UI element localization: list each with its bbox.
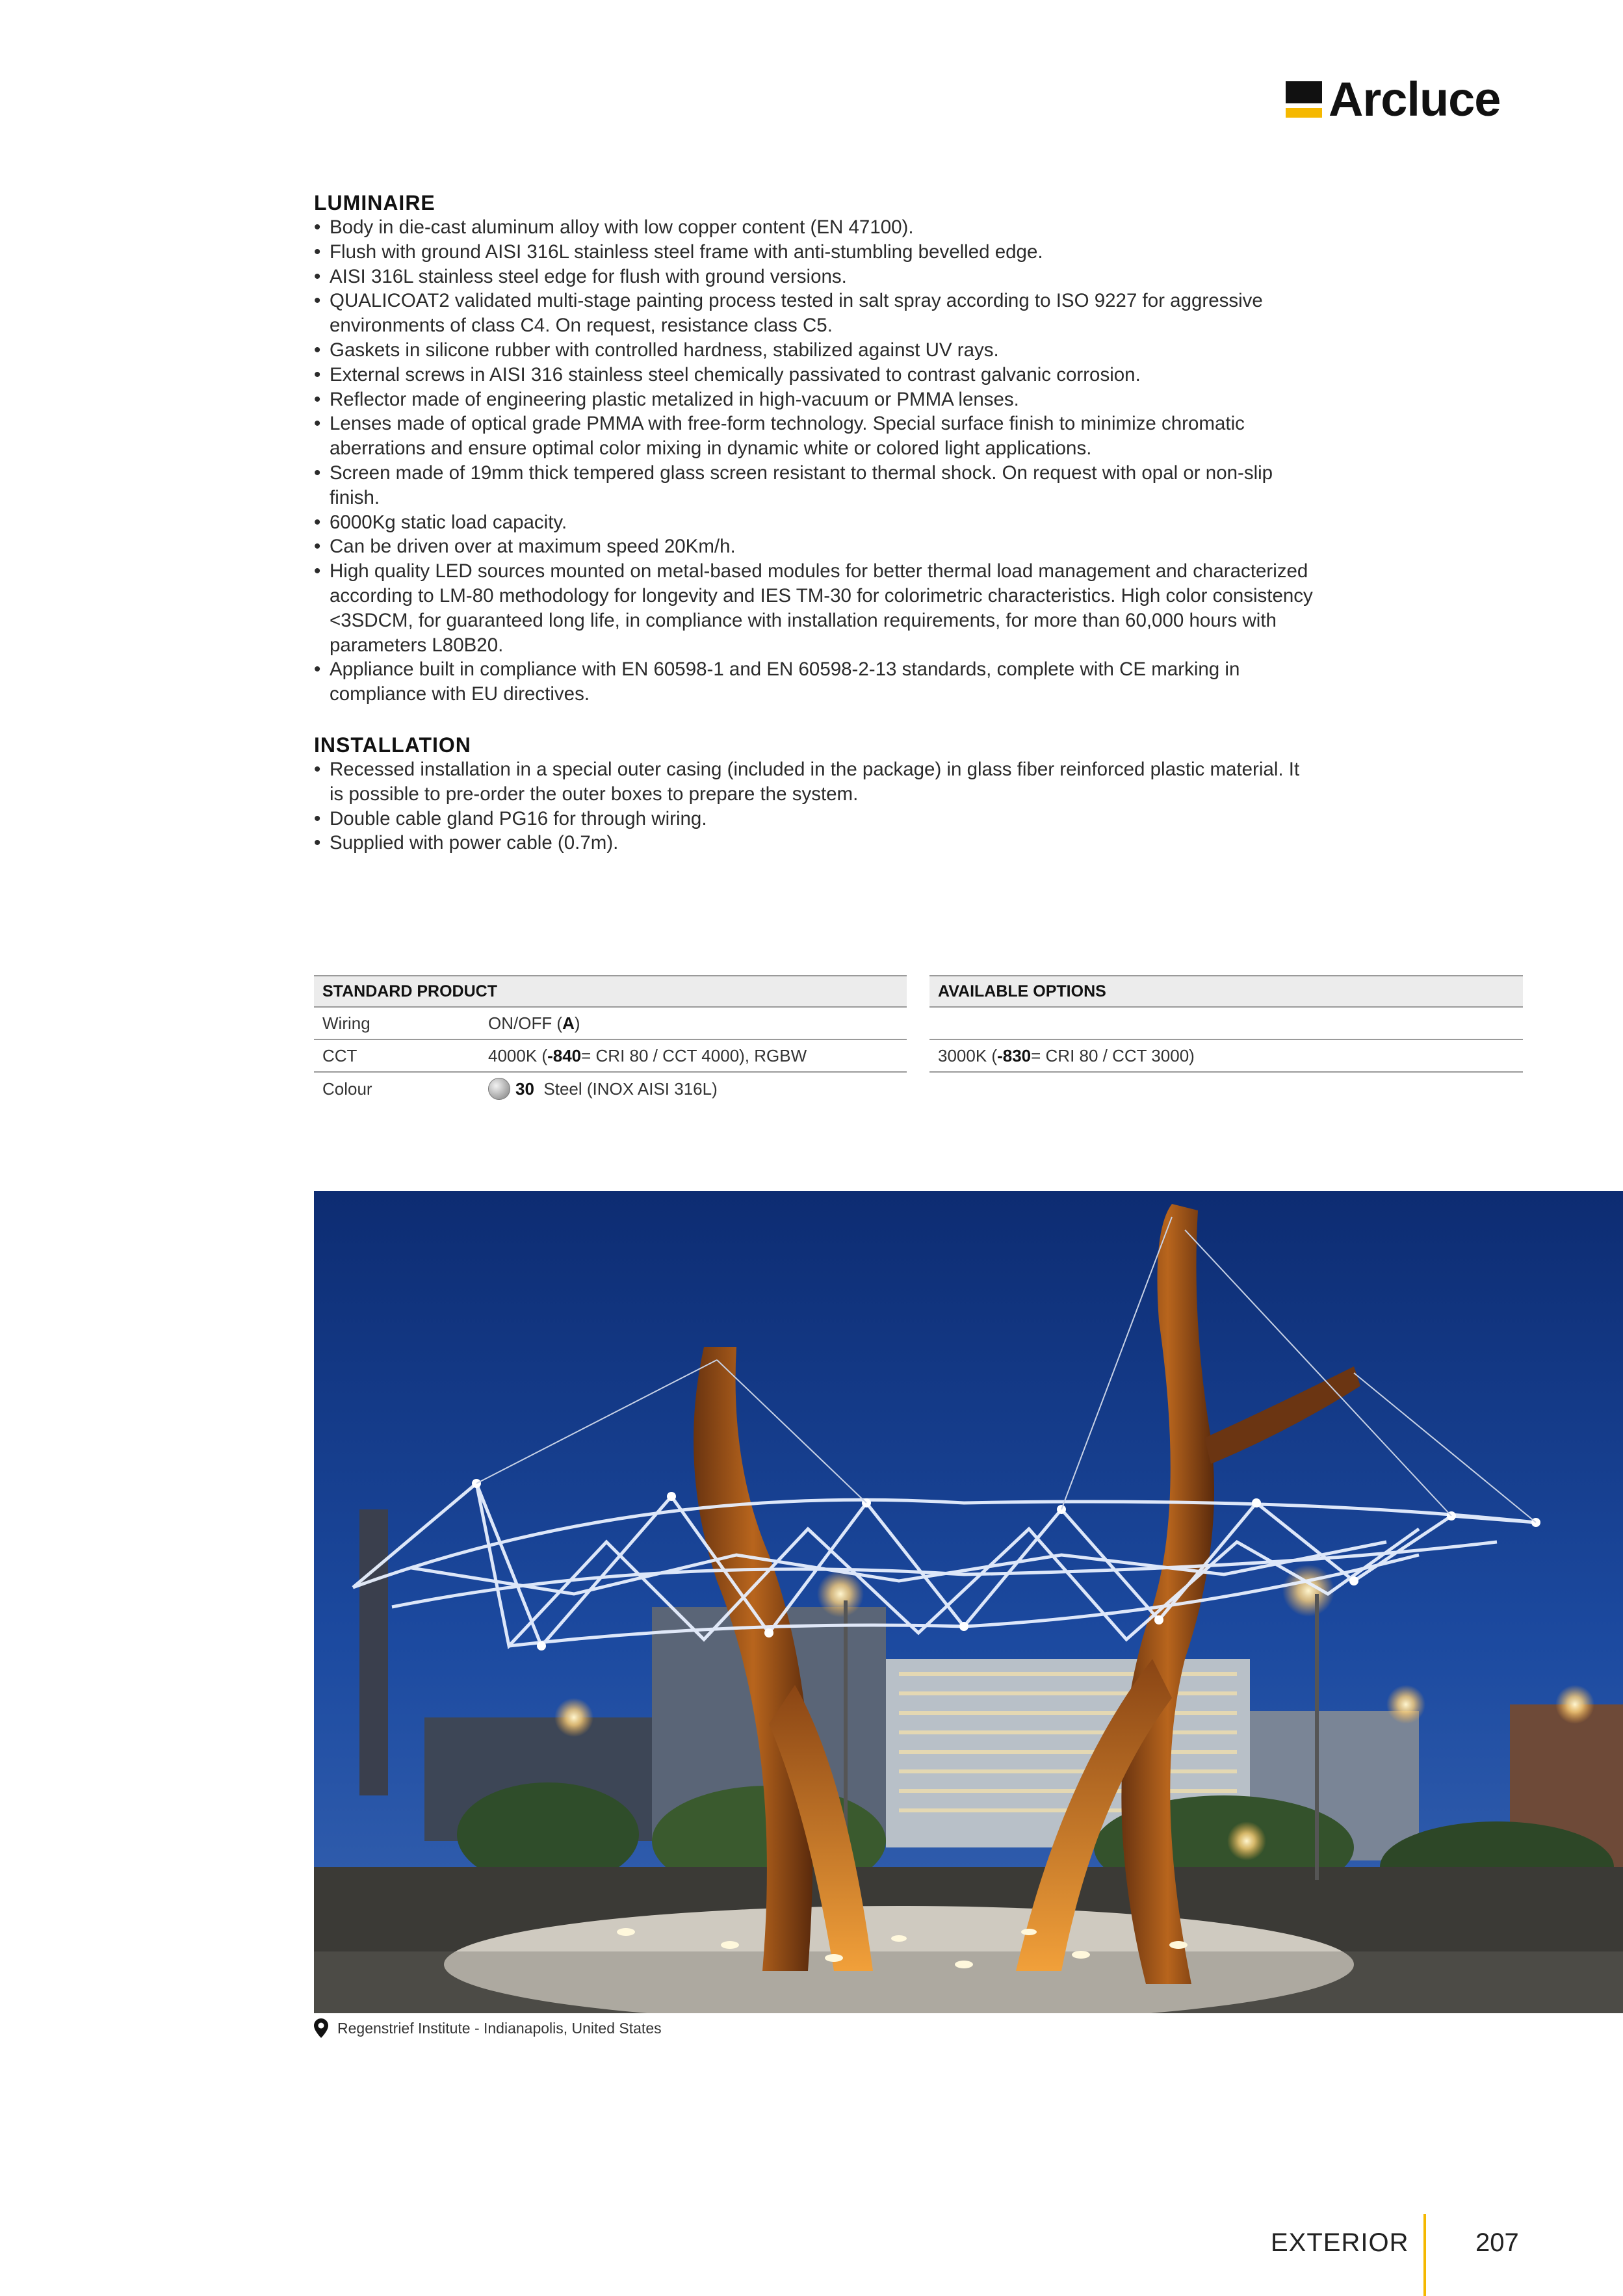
list-item: • Gaskets in silicone rubber with controlled hardness, stabilized against UV rays. (314, 338, 1315, 363)
list-item: • Lenses made of optical grade PMMA with free-form technology. Special surface finish to minimize chromatic aberrations and ensure optimal color mixing in dynamic white or colored light applications. (314, 411, 1315, 461)
list-item: • Screen made of 19mm thick tempered glass screen resistant to thermal shock. On request with opal or non-slip finish. (314, 461, 1315, 510)
table-row-colour (314, 1073, 907, 1105)
installation-section (314, 733, 1315, 855)
brand-logo (1286, 72, 1501, 126)
luminaire-list (314, 215, 1315, 707)
installation-photo (314, 1191, 1623, 2013)
available-options-title: AVAILABLE OPTIONS (929, 975, 1523, 1008)
list-item: • Reflector made of engineering plastic metalized in high-vacuum or PMMA lenses. (314, 387, 1315, 412)
list-item: • Double cable gland PG16 for through wiring. (314, 807, 1315, 831)
table-row-empty (929, 1008, 1523, 1040)
available-options-table (929, 975, 1523, 1073)
option-cct-value: 3000K ( -830 = CRI 80 / CCT 3000) (938, 1045, 1195, 1065)
list-item: • Recessed installation in a special outer casing (included in the package) in glass fiber reinforced plastic material. It is possible to pre-order the outer boxes to prepare the system. (314, 757, 1315, 807)
list-item: • AISI 316L stainless steel edge for flush with ground versions. (314, 265, 1315, 289)
standard-product-table (314, 975, 907, 1105)
logo-mark-icon (1286, 81, 1322, 118)
installation-title: INSTALLATION (314, 733, 471, 757)
table-row-wiring (314, 1008, 907, 1040)
list-item: • High quality LED sources mounted on metal-based modules for better thermal load management and characterized according to LM-80 methodology for longevity and IES TM-30 for colorimetric characteristics. High color consistency <3SDCM, for guaranteed long life, in compliance with installation requirements, for more than 60,000 hours with parameters L80B20. (314, 559, 1315, 657)
cct-label: CCT (322, 1045, 357, 1065)
colour-value: 30 Steel (INOX AISI 316L) (488, 1078, 907, 1100)
caption-text: Regenstrief Institute - Indianapolis, United States (337, 2019, 662, 2037)
steel-swatch-icon (488, 1078, 510, 1100)
wiring-label: Wiring (322, 1013, 370, 1033)
footer-section-label: EXTERIOR (1271, 2228, 1409, 2257)
list-item: • External screws in AISI 316 stainless steel chemically passivated to contrast galvanic corrosion. (314, 363, 1315, 387)
list-item: • Can be driven over at maximum speed 20Km/h. (314, 534, 1315, 559)
list-item: • QUALICOAT2 validated multi-stage painting process tested in salt spray according to ISO 9227 for aggressive environments of class C4. On request, resistance class C5. (314, 289, 1315, 338)
footer-divider (1423, 2214, 1426, 2296)
installation-list (314, 757, 1315, 855)
standard-product-title: STANDARD PRODUCT (314, 975, 907, 1008)
page-number: 207 (1475, 2228, 1519, 2257)
luminaire-title: LUMINAIRE (314, 191, 435, 215)
location-pin-icon (314, 2018, 328, 2038)
luminaire-section (314, 190, 1315, 707)
photo-caption (314, 2016, 662, 2040)
list-item: • Body in die-cast aluminum alloy with low copper content (EN 47100). (314, 215, 1315, 240)
list-item: • Appliance built in compliance with EN 60598-1 and EN 60598-2-13 standards, complete with CE marking in compliance with EU directives. (314, 657, 1315, 707)
list-item: • Supplied with power cable (0.7m). (314, 831, 1315, 855)
wiring-value: ON/OFF ( A ) (488, 1013, 580, 1033)
list-item: • 6000Kg static load capacity. (314, 510, 1315, 535)
table-row-cct (314, 1040, 907, 1073)
colour-label: Colour (322, 1078, 372, 1099)
logo-text: Arcluce (1329, 72, 1501, 126)
cct-value: 4000K ( -840 = CRI 80 / CCT 4000), RGBW (488, 1045, 807, 1065)
table-row-option-cct (929, 1040, 1523, 1073)
list-item: • Flush with ground AISI 316L stainless steel frame with anti-stumbling bevelled edge. (314, 240, 1315, 265)
